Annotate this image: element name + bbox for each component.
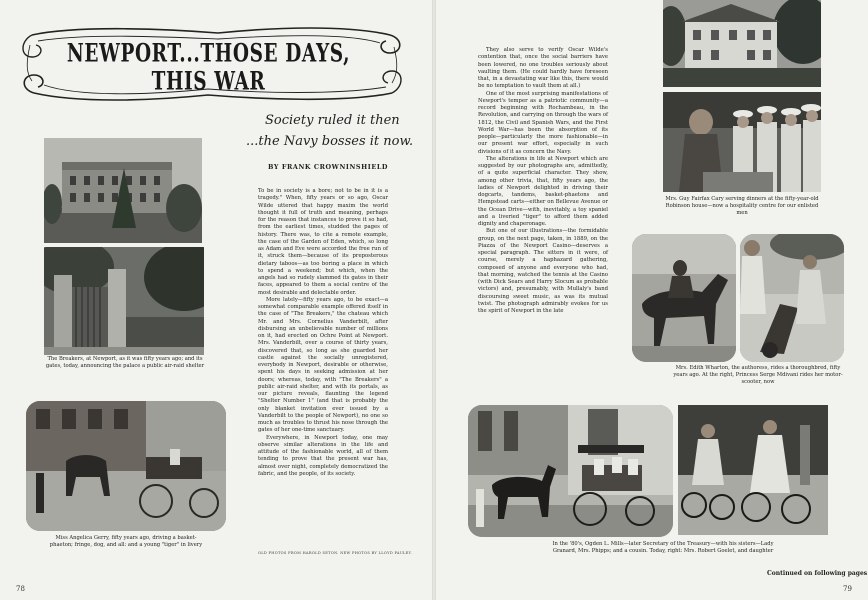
- breakers-caption: The Breakers, at Newport, as it was fifty years ago; and its gates, today, announcing the palace a public air-raid shelter: [45, 356, 205, 370]
- mills-caption: In the '80's, Ogden L. Mills—later Secretary of the Treasury—with his sisters—Lady Granard, Mrs. Phipps; and a cousin. Today, right: Mrs. Robert Goelet, and daughter: [552, 541, 774, 555]
- page-gutter: [432, 0, 436, 600]
- page-number-left: 78: [16, 585, 25, 593]
- gerry-caption: Miss Angelica Gerry, fifty years ago, driving a basket-phaeton; fringe, dog, and all: and a young "tiger" in livery: [49, 535, 203, 549]
- right-paragraph-1: They also serve to verify Oscar Wilde's contention that, once the social barriers have been lowered, no one troubles seriously about vaulting them. (He could hardly have foreseen that, in a devastating war like this, there would be no temptation to vault them at all.): [478, 47, 608, 90]
- goelet-bicycles-photo: [678, 405, 828, 535]
- continued-note: Continued on following pages: [767, 570, 868, 577]
- article-title: NEWPORT...THOSE DAYS, THIS WAR: [66, 39, 351, 97]
- left-paragraph-2: More lately—fifty years ago, to be exact—a somewhat comparable example offered itself in the case of "The Breakers," the chateau which Mr. and Mrs. Cornelius Vanderbilt, after disbursing an unbelievable number of millions on it, had erected on Ochre Point at Newport. Mrs. Vanderbilt, over a course of thirty years, discovered that, so long as she guarded her castle against the socially unregistered, everybody in Newport, desirable or otherwise, spent his days in seeking admission at her doors; whereas, today, with "The Breakers" a public air-raid shelter, and with its portals, as our picture reveals, flaunting the legend "Shelter Number 1" (and that is probably the only blanket invitation ever issued by a Vanderbilt to the people of Newport), no one so much as troubles to thrust his nose through the gates of her one-time sanctuary.: [258, 296, 388, 434]
- left-text-column: [258, 188, 388, 478]
- photo-credit: OLD PHOTOS FROM HAROLD SETON. NEW PHOTOS BY LLOYD PAULEY.: [258, 551, 413, 555]
- subtitle-line-1: Society ruled it then: [265, 113, 400, 128]
- gerry-phaeton-photo: [26, 401, 226, 531]
- navy-dinner-photo: [663, 92, 821, 192]
- mdivani-scooter-photo: [740, 234, 844, 362]
- wharton-horse-photo: [632, 234, 736, 362]
- right-paragraph-2: One of the most surprising manifestations of Newport's temper as a patriotic community—a record beginning with Rochambeau, in the Revolution, and carrying on through the wars of 1812, the Civil and Spanish Wars, and the First World War—has been the absorption of its people—particularly the more fashionable—in our present war effort, especially in such divisions of it as concern the Navy.: [478, 90, 608, 155]
- breakers-gates-photo: [44, 247, 204, 355]
- left-paragraph-3: Everywhere, in Newport today, one may observe similar alterations in the life and attitude of the fashionable world, all of them tending to prove that the present war has, almost over night, completely democratized the fabric, and the people, of its society.: [258, 434, 388, 477]
- robinson-house-photo: [663, 0, 821, 87]
- robinson-caption: Mrs. Guy Fairfax Cary serving dinners at the fifty-year-old Robinson house—now a hospitality centre for our enlisted men: [665, 196, 819, 217]
- subtitle-line-2: ...the Navy bosses it now.: [246, 134, 414, 149]
- breakers-mansion-photo: [44, 138, 202, 243]
- right-paragraph-3: The alterations in life at Newport which are suggested by our photographs are, admittedly, of a quite superficial character. They show, among other trivia, that, fifty years ago, the ladies of Newport delighted in driving their dogcarts, tandems, basket-phaetons and Hempstead carts—either on Bellevue Avenue or the Ocean Drive—with, inevitably, a toy spaniel and a liveried "tiger" to afford them added dignity and chaperonage.: [478, 155, 608, 227]
- wharton-caption: Mrs. Edith Wharton, the authoress, rides a thoroughbred, fifty years ago. At the right, Princess Serge Mdivani rides her motor-scooter, now: [673, 365, 843, 386]
- page-number-right: 79: [843, 585, 852, 593]
- mills-carriage-photo: [468, 405, 673, 537]
- left-paragraph-1: To be in society is a bore; not to be in it is a tragedy." When, fifty years or so ago, Oscar Wilde uttered that happy maxim the world thought it full of truth and meaning, perhaps for the reason that instances to prove it so had, from the earliest times, studded the pages of history. There was, to cite a remote example, the case of the Garden of Eden, which, so long as Adam and Eve were accorded the free run of it, struck them—because of its preposterous dietary taboos—as too boring a place in which to spend a weekend; but which, when the angels had so rudely slammed its gates in their faces, appeared to them a social centre of the most desirable and delectable order.: [258, 188, 388, 296]
- byline: BY FRANK CROWNINSHIELD: [268, 163, 389, 171]
- right-paragraph-4: But one of our illustrations—the formidable group, on the next page, taken, in 1889, on the Piazza of the Newport Casino—deserves a special paragraph. The sitters in it were, of course, merely a haphazard gathering, composed of anyone and everyone who had, that morning, watched the tennis at the Casino (with Dick Sears and Harry Slocum as probable victors) and, presumably, with Mullaly's band discoursing sweet music, as was its mutual twist. The photograph admirably evokes for us the spirit of Newport in the late: [478, 228, 608, 314]
- right-text-column: [478, 47, 608, 315]
